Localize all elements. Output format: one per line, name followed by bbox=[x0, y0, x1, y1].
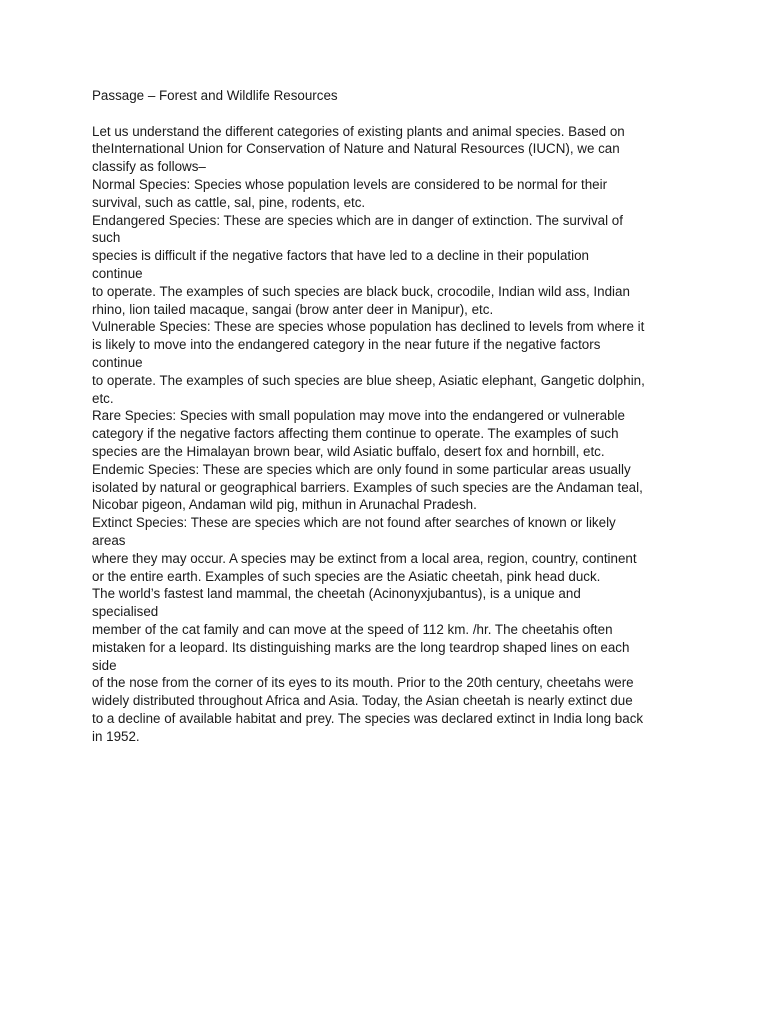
text-line: to a decline of available habitat and prey. The species was declared extinct in India long back bbox=[92, 710, 644, 726]
text-line: Normal Species: Species whose population levels are considered to be normal for their bbox=[92, 176, 608, 192]
text-line: species is difficult if the negative factors that have led to a decline in their population bbox=[92, 248, 589, 264]
text-line: areas bbox=[92, 532, 126, 548]
text-line: or the entire earth. Examples of such species are the Asiatic cheetah, pink head duck. bbox=[92, 568, 601, 584]
text-line: survival, such as cattle, sal, pine, rodents, etc. bbox=[92, 194, 366, 210]
text-line: widely distributed throughout Africa and Asia. Today, the Asian cheetah is nearly extinct due bbox=[92, 693, 633, 709]
text-line: continue bbox=[92, 354, 143, 370]
text-line: isolated by natural or geographical barriers. Examples of such species are the Andaman teal, bbox=[92, 479, 643, 495]
text-line: mistaken for a leopard. Its distinguishing marks are the long teardrop shaped lines on each bbox=[92, 639, 630, 655]
text-line: Endangered Species: These are species which are in danger of extinction. The survival of bbox=[92, 212, 623, 228]
text-line: Rare Species: Species with small population may move into the endangered or vulnerable bbox=[92, 408, 625, 424]
text-line: The world’s fastest land mammal, the cheetah (Acinonyxjubantus), is a unique and bbox=[92, 586, 581, 602]
text-line: theInternational Union for Conservation of Nature and Natural Resources (IUCN), we can bbox=[92, 141, 620, 157]
document-body bbox=[92, 87, 682, 745]
text-line: etc. bbox=[92, 390, 114, 406]
text-line: Extinct Species: These are species which are not found after searches of known or likely bbox=[92, 515, 616, 531]
text-line: where they may occur. A species may be extinct from a local area, region, country, continent bbox=[92, 550, 637, 566]
text-line: in 1952. bbox=[92, 728, 140, 744]
text-line: such bbox=[92, 230, 121, 246]
text-line: rhino, lion tailed macaque, sangai (brow anter deer in Manipur), etc. bbox=[92, 301, 494, 317]
text-line: continue bbox=[92, 265, 143, 281]
text-line: Nicobar pigeon, Andaman wild pig, mithun in Arunachal Pradesh. bbox=[92, 497, 477, 513]
text-line: to operate. The examples of such species are black buck, crocodile, Indian wild ass, Indian bbox=[92, 283, 630, 299]
text-line: species are the Himalayan brown bear, wild Asiatic buffalo, desert fox and hornbill, etc. bbox=[92, 443, 605, 459]
text-line: Vulnerable Species: These are species whose population has declined to levels from where it bbox=[92, 319, 645, 335]
text-line: classify as follows– bbox=[92, 159, 206, 175]
blank-line bbox=[92, 105, 682, 123]
text-line: Let us understand the different categories of existing plants and animal species. Based on bbox=[92, 123, 625, 139]
document-title: Passage – Forest and Wildlife Resources bbox=[92, 88, 338, 103]
text-line: side bbox=[92, 657, 117, 673]
text-line: of the nose from the corner of its eyes to its mouth. Prior to the 20th century, cheetahs were bbox=[92, 675, 634, 691]
text-line: to operate. The examples of such species are blue sheep, Asiatic elephant, Gangetic dolphin, bbox=[92, 372, 645, 388]
text-line: category if the negative factors affecting them continue to operate. The examples of such bbox=[92, 426, 619, 442]
text-line: is likely to move into the endangered category in the near future if the negative factors bbox=[92, 337, 601, 353]
text-line: Endemic Species: These are species which are only found in some particular areas usually bbox=[92, 461, 631, 477]
text-line: specialised bbox=[92, 604, 159, 620]
text-line: member of the cat family and can move at the speed of 112 km. /hr. The cheetahis often bbox=[92, 621, 613, 637]
